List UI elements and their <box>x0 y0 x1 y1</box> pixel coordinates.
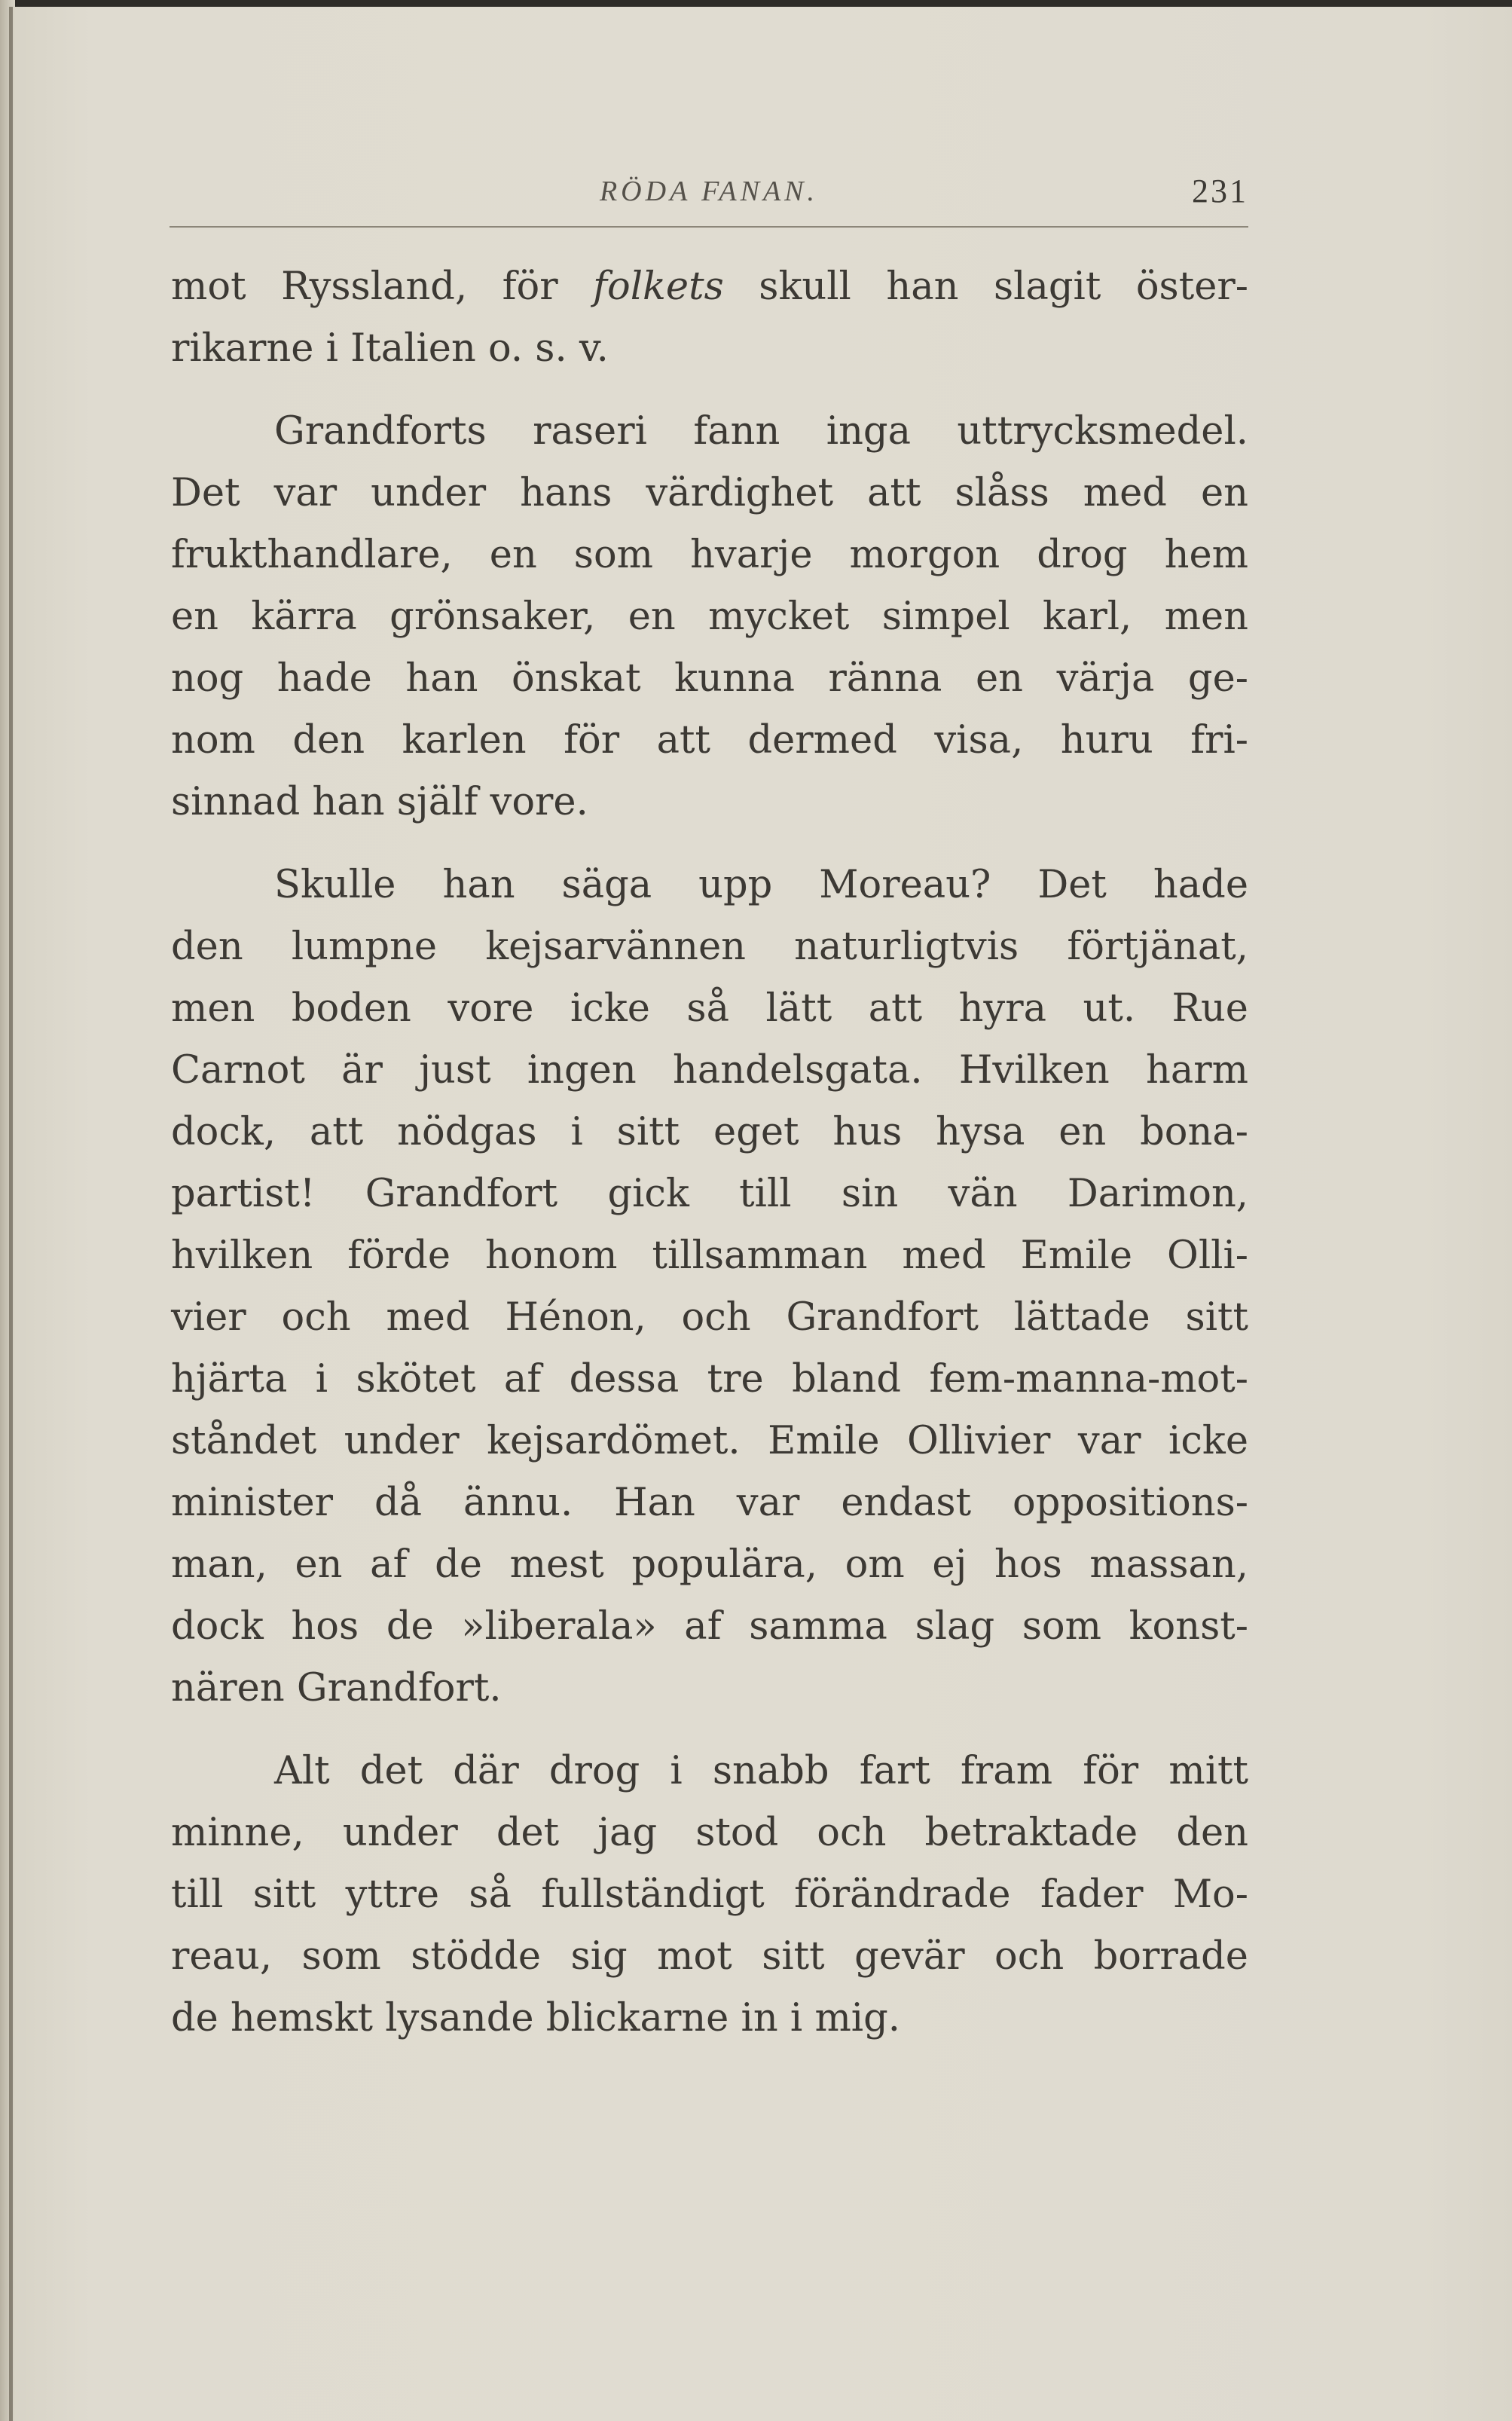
text-line: partist! Grandfort gick till sin vän Darimon, <box>171 1172 1248 1216</box>
text-line: Grandforts raseri fann inga uttrycksmedel. <box>274 409 1248 454</box>
text-line: hjärta i skötet af dessa tre bland fem-manna-mot- <box>171 1357 1248 1402</box>
text-line: Alt det där drog i snabb fart fram för mitt <box>274 1749 1248 1793</box>
page-number: 231 <box>1192 173 1248 209</box>
text-line: nären Grandfort. <box>171 1666 502 1710</box>
text-line: den lumpne kejsarvännen naturligtvis förtjänat, <box>171 925 1248 969</box>
page-gutter-line <box>9 7 13 2421</box>
text-line: Det var under hans värdighet att slåss med en <box>171 471 1248 515</box>
text-line: de hemskt lysande blickarne in i mig. <box>171 1996 900 2040</box>
text-line: nog hade han önskat kunna ränna en värja ge- <box>171 656 1248 701</box>
text-line: Carnot är just ingen handelsgata. Hvilken harm <box>171 1048 1248 1093</box>
text-line: mot Ryssland, för folkets skull han slagit öster- <box>171 264 1248 309</box>
text-line: en kärra grönsaker, en mycket simpel karl, men <box>171 595 1248 639</box>
text-line: till sitt yttre så fullständigt förändrade fader Mo- <box>171 1872 1248 1917</box>
scan-top-edge <box>0 0 1512 7</box>
text-line: Skulle han säga upp Moreau? Det hade <box>274 863 1248 907</box>
text-line: minne, under det jag stod och betraktade den <box>171 1811 1248 1855</box>
text-line: men boden vore icke så lätt att hyra ut. Rue <box>171 986 1248 1031</box>
header-rule <box>170 226 1248 228</box>
text-line: ståndet under kejsardömet. Emile Ollivier var icke <box>171 1419 1248 1463</box>
text-line: dock hos de »liberala» af samma slag som konst- <box>171 1604 1248 1649</box>
text-line: frukthandlare, en som hvarje morgon drog hem <box>171 533 1248 577</box>
text-line: sinnad han själf vore. <box>171 780 588 824</box>
text-line: rikarne i Italien o. s. v. <box>171 326 609 371</box>
text-line: man, en af de mest populära, om ej hos massan, <box>171 1542 1248 1587</box>
text-line: vier och med Hénon, och Grandfort lättade sitt <box>171 1295 1248 1340</box>
text-line: hvilken förde honom tillsamman med Emile Olli- <box>171 1233 1248 1278</box>
running-head <box>170 164 1248 225</box>
text-line: reau, som stödde sig mot sitt gevär och borrade <box>171 1934 1248 1979</box>
scan-left-edge <box>0 0 15 2421</box>
text-line: dock, att nödgas i sitt eget hus hysa en bona- <box>171 1110 1248 1154</box>
text-line: nom den karlen för att dermed visa, huru fri- <box>171 718 1248 763</box>
emphasized-word: folkets <box>593 264 724 309</box>
body-text <box>171 256 1248 2050</box>
text-line: minister då ännu. Han var endast oppositions- <box>171 1481 1248 1525</box>
running-title: RÖDA FANAN. <box>599 176 819 207</box>
